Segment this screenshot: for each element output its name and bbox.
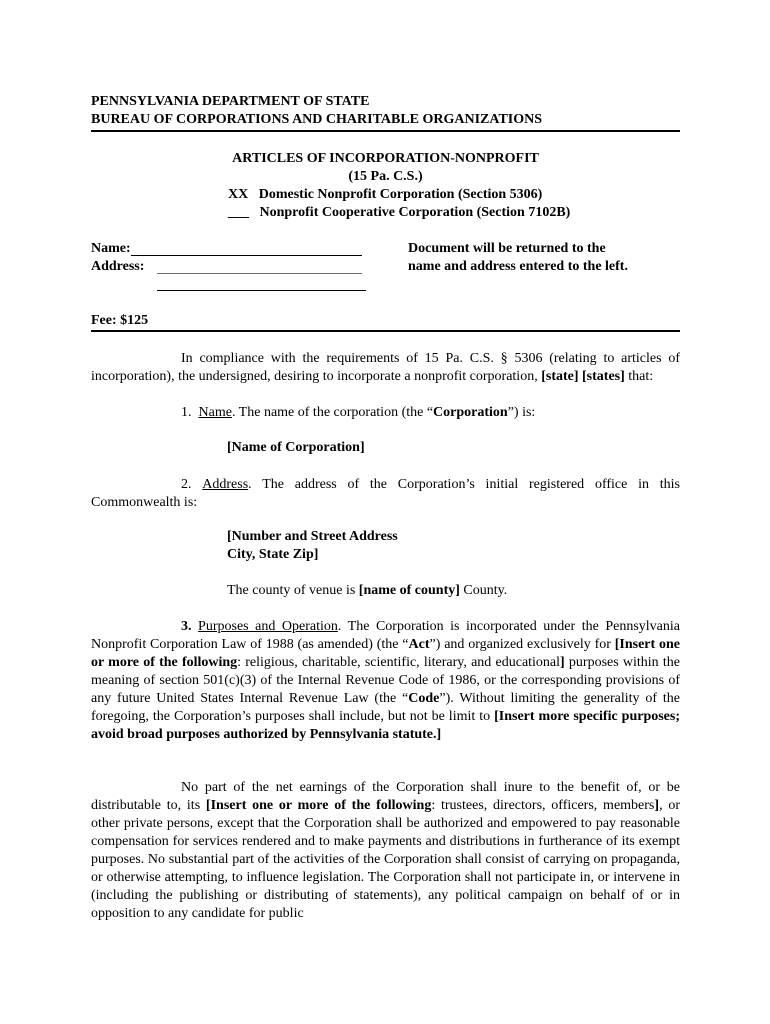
option-domestic-label: Domestic Nonprofit Corporation (Section 5306) xyxy=(258,187,543,202)
document-title: ARTICLES OF INCORPORATION-NONPROFIT xyxy=(232,151,539,166)
section-1-title: Name xyxy=(198,405,232,420)
section-2-title: Address xyxy=(202,477,249,492)
corporation-name-placeholder: [Name of Corporation] xyxy=(227,440,365,455)
city-state-zip-placeholder: City, State Zip] xyxy=(227,547,319,562)
option-cooperative[interactable] xyxy=(228,205,570,221)
section-3-purposes: 3. Purposes and Operation. The Corporation is incorporated under the Pennsylvania Nonprofit Corporation Law of 1988 (as amended) (the “Act”) and organized exclusively for [Insert one or more of the following: religious, charitable, scientific, literary, and educational] purposes within the meaning of section 501(c)(3) of the Internal Revenue Code of 1986, or the corresponding provisions of any future United States Internal Revenue Law (the “Code”). Without limiting the generality of the foregoing, the Corporation’s purposes shall include, but not be limit to [Insert more specific purposes; avoid broad purposes authorized by Pennsylvania statute.] xyxy=(91,619,681,742)
section-1-name: 1. Name. The name of the corporation (the “Corporation”) is: xyxy=(181,405,536,420)
option-domestic-mark: XX xyxy=(228,187,249,202)
address-field-line1[interactable] xyxy=(157,273,362,274)
state-placeholder: [state] [states] xyxy=(541,369,625,384)
header-rule xyxy=(91,130,680,132)
section-3-title: Purposes and Operation xyxy=(198,619,338,634)
statute-reference: (15 Pa. C.S.) xyxy=(348,169,423,184)
document-page xyxy=(91,0,680,1024)
intro-paragraph: In compliance with the requirements of 15 Pa. C.S. § 5306 (relating to articles of incorporation), the undersigned, desiring to incorporate a nonprofit corporation, [state] [states] that: xyxy=(91,351,680,384)
fee-label: Fee: $125 xyxy=(91,313,149,328)
address-field-line2[interactable] xyxy=(157,290,366,291)
department-heading: PENNSYLVANIA DEPARTMENT OF STATE xyxy=(91,94,370,109)
county-placeholder: [name of county] xyxy=(358,583,460,598)
name-field[interactable] xyxy=(131,255,362,256)
specific-purposes-placeholder: [Insert more specific purposes; avoid broad purposes authorized by Pennsylvania statute.] xyxy=(91,709,680,742)
return-note-line2: name and address entered to the left. xyxy=(408,259,628,274)
net-earnings-paragraph: No part of the net earnings of the Corporation shall inure to the benefit of, or be distributable to, its [Insert one or more of the following: trustees, directors, officers, members], or other private persons, except that the Corporation shall be authorized and empowered to pay reasonable compensation for services rendered and to make payments and distributions in furtherance of its exempt purposes. No substantial part of the activities of the Corporation shall consist of carrying on propaganda, or otherwise attempting, to influence legislation. The Corporation shall not participate in, or intervene in (including the publishing or distributing of statements), any political campaign on behalf of or in opposition to any candidate for public xyxy=(91,780,680,921)
return-note-line1: Document will be returned to the xyxy=(408,241,606,256)
option-domestic-nonprofit[interactable] xyxy=(228,187,542,203)
bureau-heading: BUREAU OF CORPORATIONS AND CHARITABLE ORGANIZATIONS xyxy=(91,112,543,127)
address-label: Address: xyxy=(91,259,145,274)
option-cooperative-label: Nonprofit Cooperative Corporation (Section 7102B) xyxy=(259,205,571,220)
option-cooperative-mark: ___ xyxy=(228,205,249,220)
fee-rule xyxy=(91,330,680,332)
section-2-address: 2. Address. The address of the Corporation’s initial registered office in this Commonwealth is: xyxy=(91,477,681,510)
street-address-placeholder: [Number and Street Address xyxy=(227,529,398,544)
name-label: Name: xyxy=(91,241,131,256)
county-of-venue: The county of venue is [name of county] County. xyxy=(227,583,508,598)
